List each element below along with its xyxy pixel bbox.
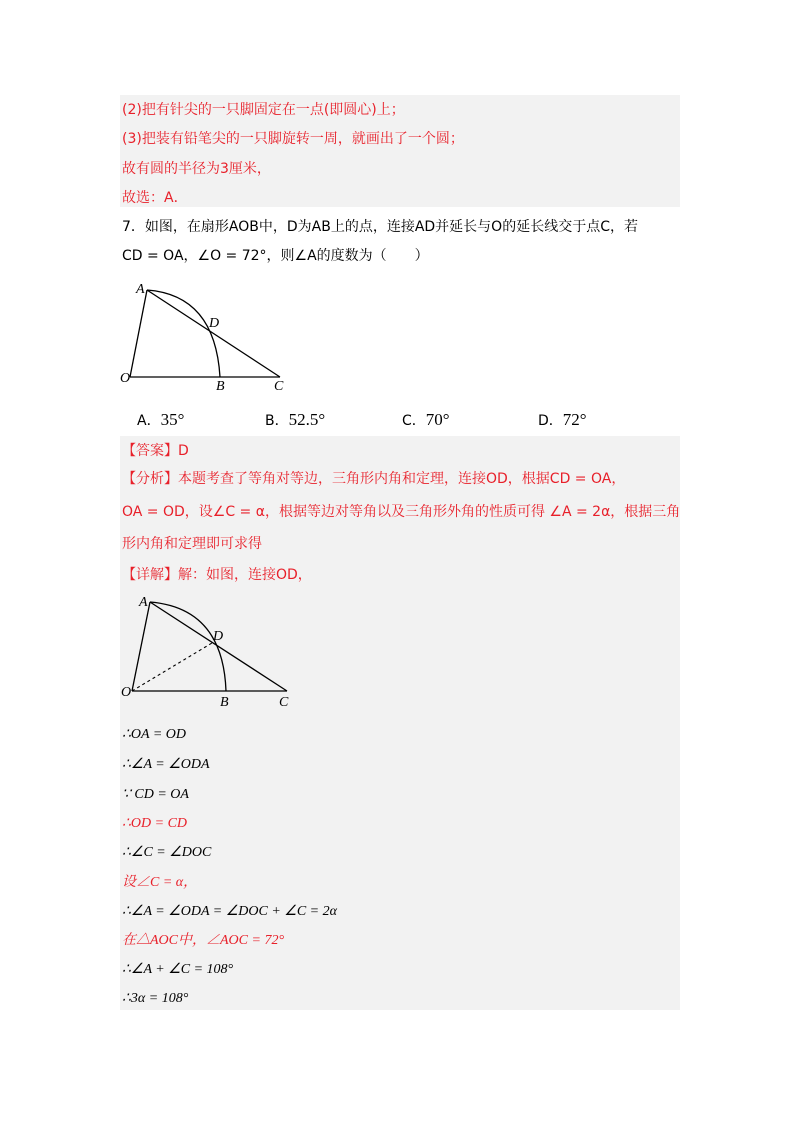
label-a: A [139,595,148,610]
label-o: O [120,371,131,386]
label-o: O [121,685,132,700]
prev-answer-line-2: (3)把装有铅笔尖的一只脚旋转一周，就画出了一个圆； [122,131,464,147]
segment-oa [132,602,150,691]
analysis-line-3: 形内角和定理即可求得 [122,536,262,552]
prev-answer-line-1: (2)把有针尖的一只脚固定在一点(即圆心)上； [122,102,405,118]
question-line-1: 7．如图，在扇形AOB中，D为AB上的点，连接AD并延长与O的延长线交于点C，若 [122,219,638,235]
arc-ab [147,290,220,377]
segment-ac [150,602,287,691]
question-line-2: CD = OA，∠O = 72°，则∠A的度数为（ ） [122,248,429,264]
prev-answer-line-3: 故有圆的半径为3厘米， [122,161,271,177]
option-a[interactable]: A．35° [137,410,185,429]
step-2: ∴∠A = ∠ODA [122,757,210,772]
answer-label: 【答案】 [122,443,178,459]
segment-oa [130,290,147,377]
segment-ac [147,290,280,377]
segment-od-dashed [132,643,212,691]
label-d: D [213,629,224,644]
arc-ab [150,602,226,691]
label-c: C [274,379,284,394]
label-b: B [216,379,225,394]
analysis-line-1 [122,468,625,490]
label-c: C [279,695,289,710]
label-b: B [220,695,229,710]
step-10: ∴3α = 108° [122,991,189,1006]
analysis-text-1: 本题考查了等角对等边，三角形内角和定理，连接OD，根据CD = OA， [178,471,626,487]
step-5: ∴∠C = ∠DOC [122,845,212,860]
label-a: A [136,282,145,297]
step-9: ∴∠A + ∠C = 108° [122,962,234,977]
detail-line [122,564,312,586]
solution-figure [115,590,305,715]
prev-answer-line-4: 故选：A． [122,190,188,206]
detail-label: 【详解】 [122,567,178,583]
step-1: ∴OA = OD [122,727,186,742]
detail-intro: 解：如图，连接OD， [178,567,312,583]
step-6: 设∠C = α， [122,875,198,890]
answer-line [122,440,189,462]
step-8: 在△AOC中，∠AOC = 72° [122,933,285,948]
step-4: ∴OD = CD [122,816,188,831]
option-d[interactable]: D．72° [538,410,587,429]
question-figure [110,275,310,400]
option-c[interactable]: C．70° [402,410,450,429]
answer-value: D [178,443,189,459]
label-d: D [209,316,220,331]
step-7: ∴∠A = ∠ODA = ∠DOC + ∠C = 2α [122,904,337,919]
option-b[interactable]: B．52.5° [265,410,326,429]
step-3: ∵ CD = OA [122,787,189,802]
analysis-label: 【分析】 [122,471,178,487]
analysis-line-2: OA = OD，设∠C = α，根据等边对等角以及三角形外角的性质可得 ∠A = 2α，根据三角 [122,504,681,520]
